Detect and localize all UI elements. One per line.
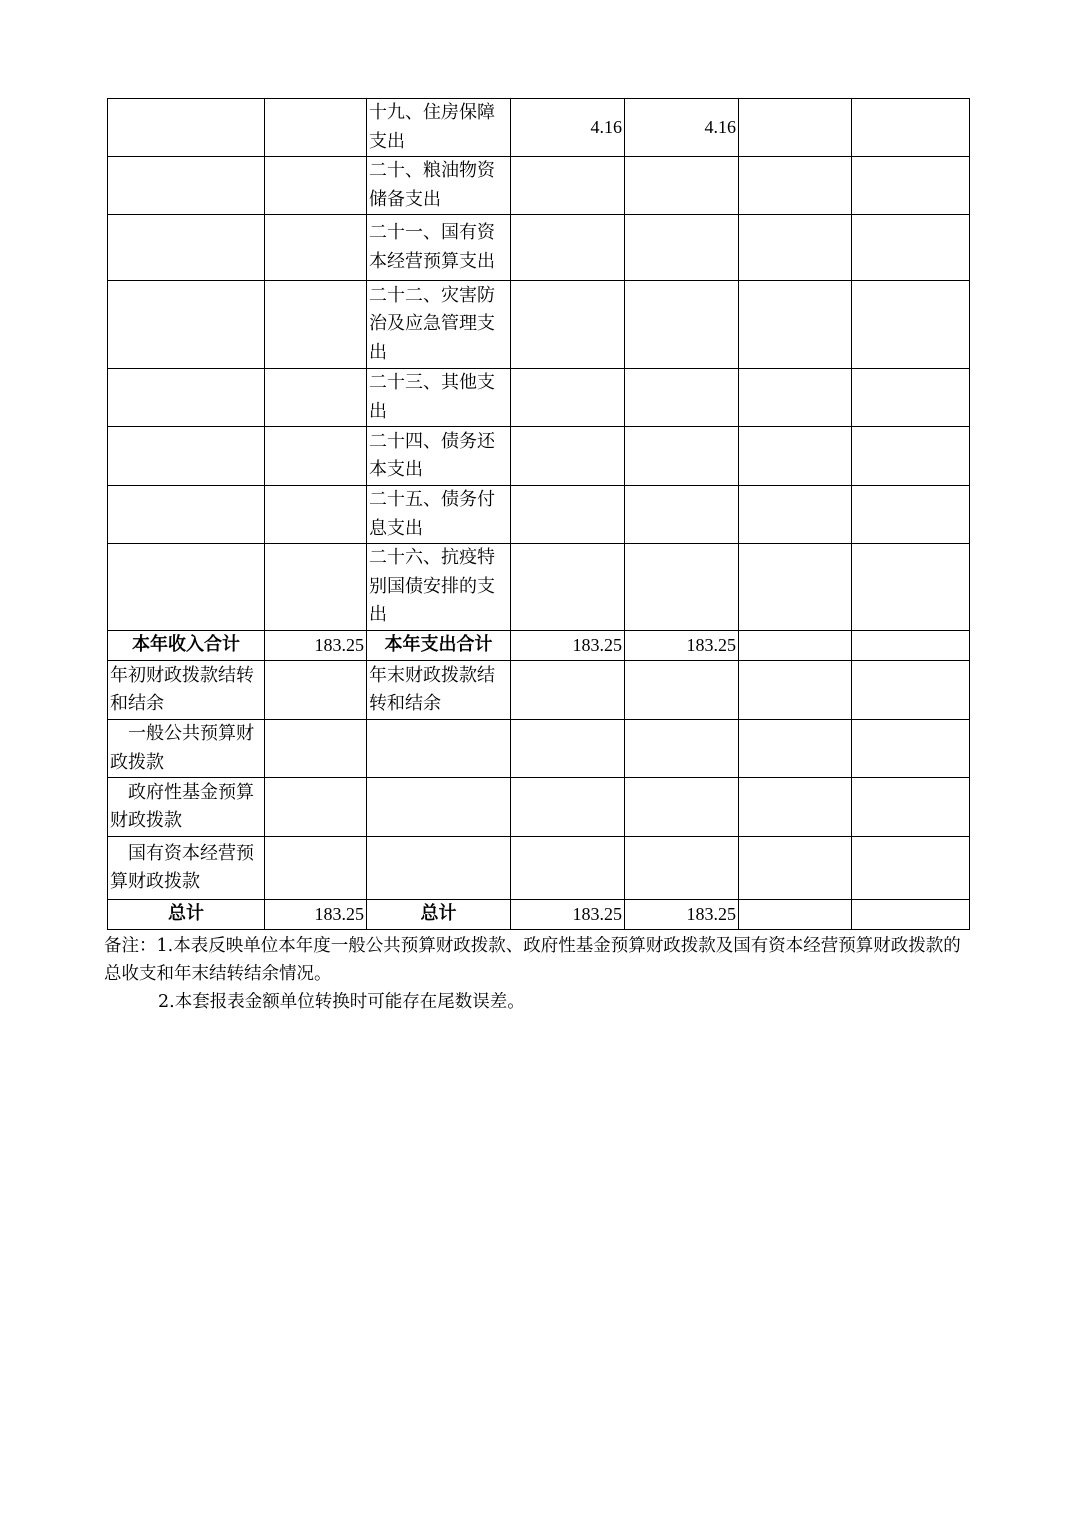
grand-total-expense-label: 总计 (367, 900, 511, 930)
carryover-income-label: 年初财政拨款结转和结余 (108, 661, 265, 720)
note-2: 2.本套报表金额单位转换时可能存在尾数误差。 (158, 992, 525, 1012)
annual-total-row (108, 631, 970, 661)
grand-total-expense-budget-value: 183.25 (511, 900, 625, 930)
expense-item: 二十三、其他支出 (367, 369, 511, 427)
table-row (108, 486, 970, 544)
table-row (108, 837, 970, 900)
expense-budget-value (511, 281, 625, 369)
expense-subtotal-value (625, 215, 739, 281)
table-row (108, 157, 970, 215)
annual-expense-total-label: 本年支出合计 (367, 631, 511, 661)
expense-item: 二十四、债务还本支出 (367, 427, 511, 486)
expense-budget-value (511, 544, 625, 631)
budget-table-sheet (107, 98, 969, 930)
expense-item: 二十五、债务付息支出 (367, 486, 511, 544)
expense-item: 二十一、国有资本经营预算支出 (367, 215, 511, 281)
grand-total-row (108, 900, 970, 930)
expense-budget-value (511, 427, 625, 486)
carryover-row (108, 661, 970, 720)
budget-table (107, 98, 970, 930)
expense-subtotal-value: 4.16 (625, 99, 739, 157)
carryover-sub-item: 国有资本经营预算财政拨款 (108, 837, 265, 900)
table-row (108, 544, 970, 631)
expense-subtotal-value (625, 486, 739, 544)
table-notes (104, 932, 974, 1016)
grand-total-income-label: 总计 (108, 900, 265, 930)
expense-budget-value: 4.16 (511, 99, 625, 157)
expense-subtotal-value (625, 281, 739, 369)
annual-income-total-label: 本年收入合计 (108, 631, 265, 661)
table-row (108, 99, 970, 157)
table-row (108, 778, 970, 837)
table-row (108, 427, 970, 486)
grand-total-expense-subtotal-value: 183.25 (625, 900, 739, 930)
expense-budget-value (511, 486, 625, 544)
carryover-sub-item: 一般公共预算财政拨款 (108, 720, 265, 778)
expense-subtotal-value (625, 157, 739, 215)
table-row (108, 215, 970, 281)
table-row (108, 720, 970, 778)
expense-item: 二十、粮油物资储备支出 (367, 157, 511, 215)
expense-budget-value (511, 157, 625, 215)
expense-budget-value (511, 369, 625, 427)
expense-subtotal-value (625, 369, 739, 427)
expense-item: 二十六、抗疫特别国债安排的支出 (367, 544, 511, 631)
expense-item: 十九、住房保障支出 (367, 99, 511, 157)
annual-expense-subtotal-value: 183.25 (625, 631, 739, 661)
expense-subtotal-value (625, 427, 739, 486)
expense-item: 二十二、灾害防治及应急管理支出 (367, 281, 511, 369)
carryover-sub-item: 政府性基金预算财政拨款 (108, 778, 265, 837)
annual-income-total-value: 183.25 (265, 631, 367, 661)
expense-budget-value (511, 215, 625, 281)
note-1: 备注：1.本表反映单位本年度一般公共预算财政拨款、政府性基金预算财政拨款及国有资本经营预算财政拨款的总收支和年末结转结余情况。 (104, 936, 961, 984)
expense-subtotal-value (625, 544, 739, 631)
table-row (108, 369, 970, 427)
grand-total-income-value: 183.25 (265, 900, 367, 930)
carryover-expense-label: 年末财政拨款结转和结余 (367, 661, 511, 720)
annual-expense-budget-value: 183.25 (511, 631, 625, 661)
table-row (108, 281, 970, 369)
